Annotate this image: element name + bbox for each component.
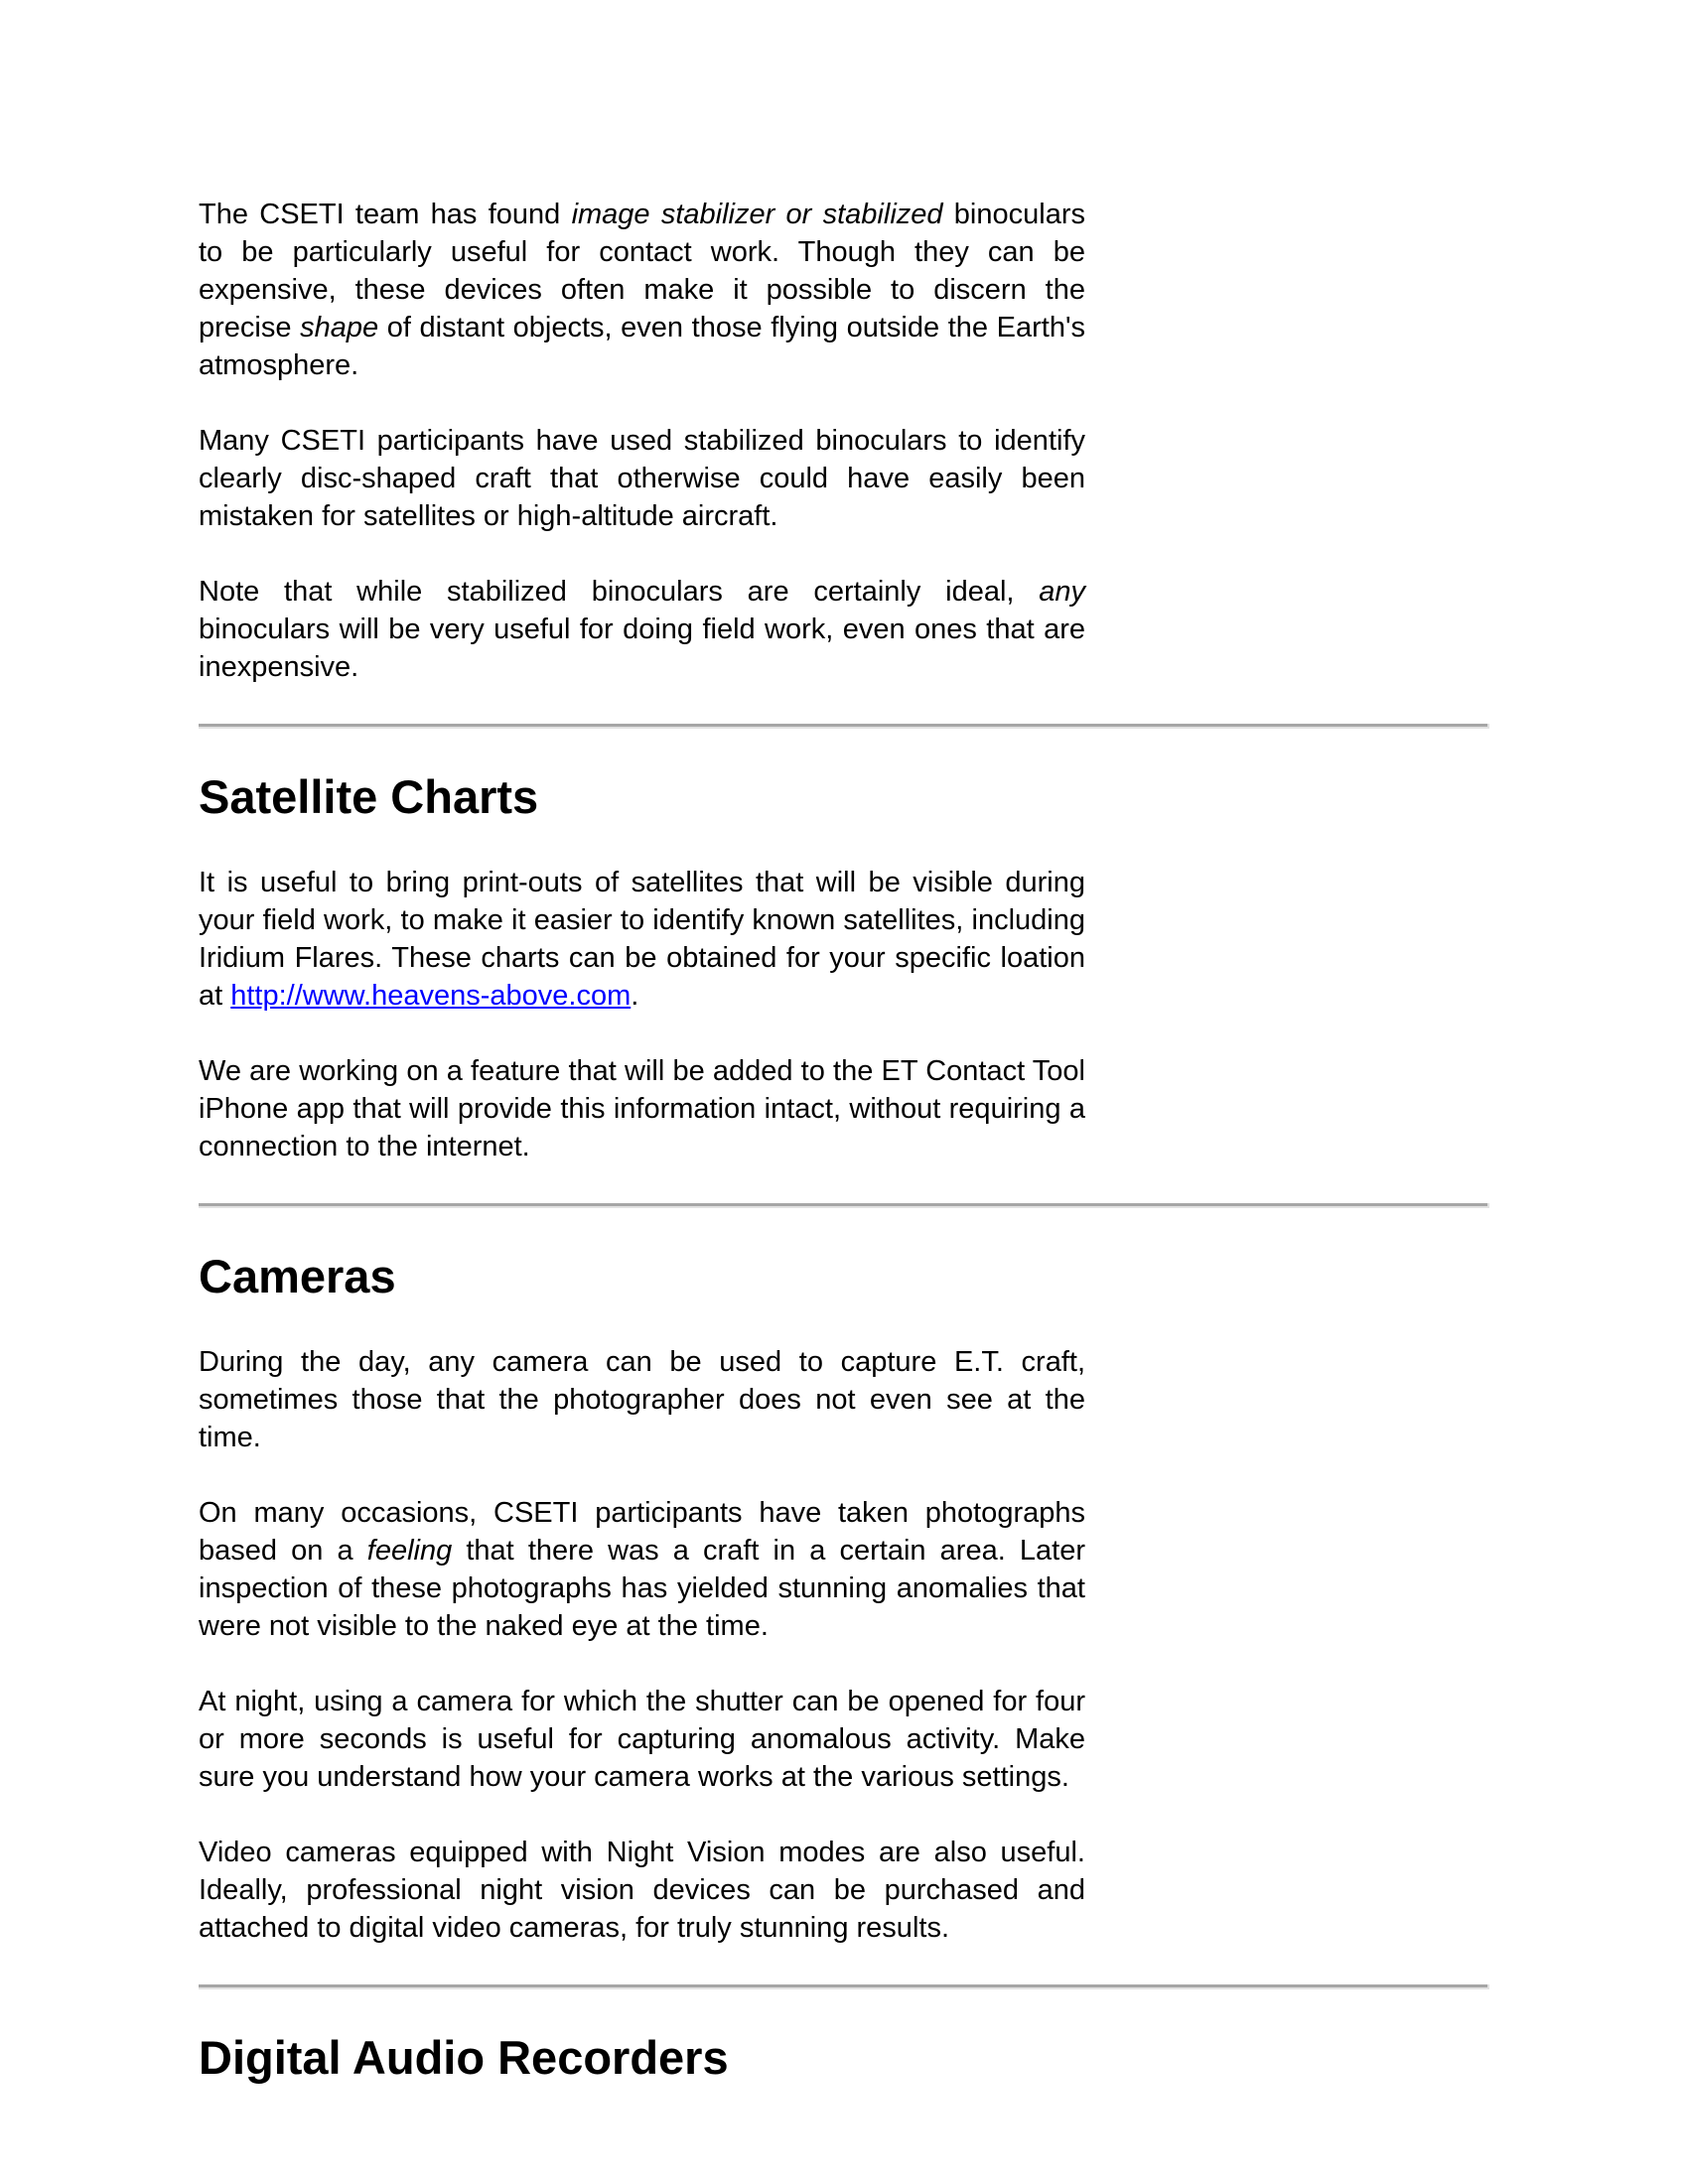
text-run: On many occasions, CSETI participants have taken photographs based on a <box>199 1497 1085 1567</box>
document-content <box>199 196 1489 2124</box>
emphasized-text: shape <box>300 312 379 343</box>
text-run: It is useful to bring print-outs of satellites that will be visible during your field work, to make it easier to identify known satellites, including Iridium Flares. These charts can be obtained for your specific loation at <box>199 867 1085 1012</box>
text-run: of distant objects, even those flying outside the Earth's atmosphere. <box>199 312 1085 381</box>
paragraph-satellite-printouts <box>199 864 1085 1015</box>
text-run: Video cameras equipped with Night Vision modes are also useful. Ideally, professional night vision devices can be purchased and attached to digital video cameras, for truly stunning results. <box>199 1837 1085 1944</box>
text-run: binoculars will be very useful for doing field work, even ones that are inexpensive. <box>199 614 1085 683</box>
text-run: Many CSETI participants have used stabilized binoculars to identify clearly disc-shaped craft that otherwise could have easily been mistaken for satellites or high-altitude aircraft. <box>199 425 1085 532</box>
emphasized-text: feeling <box>366 1535 453 1567</box>
emphasized-text: image stabilizer or stabilized <box>571 199 943 230</box>
section-heading-satellite-charts: Satellite Charts <box>199 770 539 823</box>
horizontal-rule <box>199 1984 1489 1989</box>
paragraph-binoculars-note <box>199 573 1085 686</box>
paragraph-cameras-feeling <box>199 1494 1085 1645</box>
paragraph-binoculars-intro <box>199 196 1085 384</box>
paragraph-cameras-night-shutter <box>199 1683 1085 1796</box>
emphasized-text: any <box>1039 576 1085 608</box>
section-heading-cameras: Cameras <box>199 1250 396 1302</box>
text-run: We are working on a feature that will be added to the ET Contact Tool iPhone app that will provide this information intact, without requiring a connection to the internet. <box>199 1055 1085 1162</box>
text-run: that there was a craft in a certain area. Later inspection of these photographs has yielded stunning anomalies that were not visible to the naked eye at the time. <box>199 1535 1085 1642</box>
paragraph-cameras-day <box>199 1343 1085 1456</box>
text-run: binoculars to be particularly useful for contact work. Though they can be expensive, these devices often make it possible to discern the precise <box>199 199 1085 343</box>
text-run: The CSETI team has found <box>199 199 572 230</box>
text-run: . <box>631 980 639 1012</box>
paragraph-binoculars-disc-shaped <box>199 422 1085 535</box>
paragraph-et-contact-tool <box>199 1052 1085 1165</box>
text-run: Note that while stabilized binoculars are certainly ideal, <box>199 576 1040 608</box>
horizontal-rule <box>199 1203 1489 1208</box>
section-heading-digital-audio-recorders: Digital Audio Recorders <box>199 2031 729 2084</box>
text-run: At night, using a camera for which the shutter can be opened for four or more seconds is useful for capturing anomalous activity. Make sure you understand how your camera works at the various settings. <box>199 1686 1085 1793</box>
hyperlink[interactable]: http://www.heavens-above.com <box>230 980 632 1012</box>
paragraph-cameras-night-vision <box>199 1834 1085 1947</box>
text-run: During the day, any camera can be used to capture E.T. craft, sometimes those that the photographer does not even see at the time. <box>199 1346 1085 1453</box>
horizontal-rule <box>199 724 1489 729</box>
